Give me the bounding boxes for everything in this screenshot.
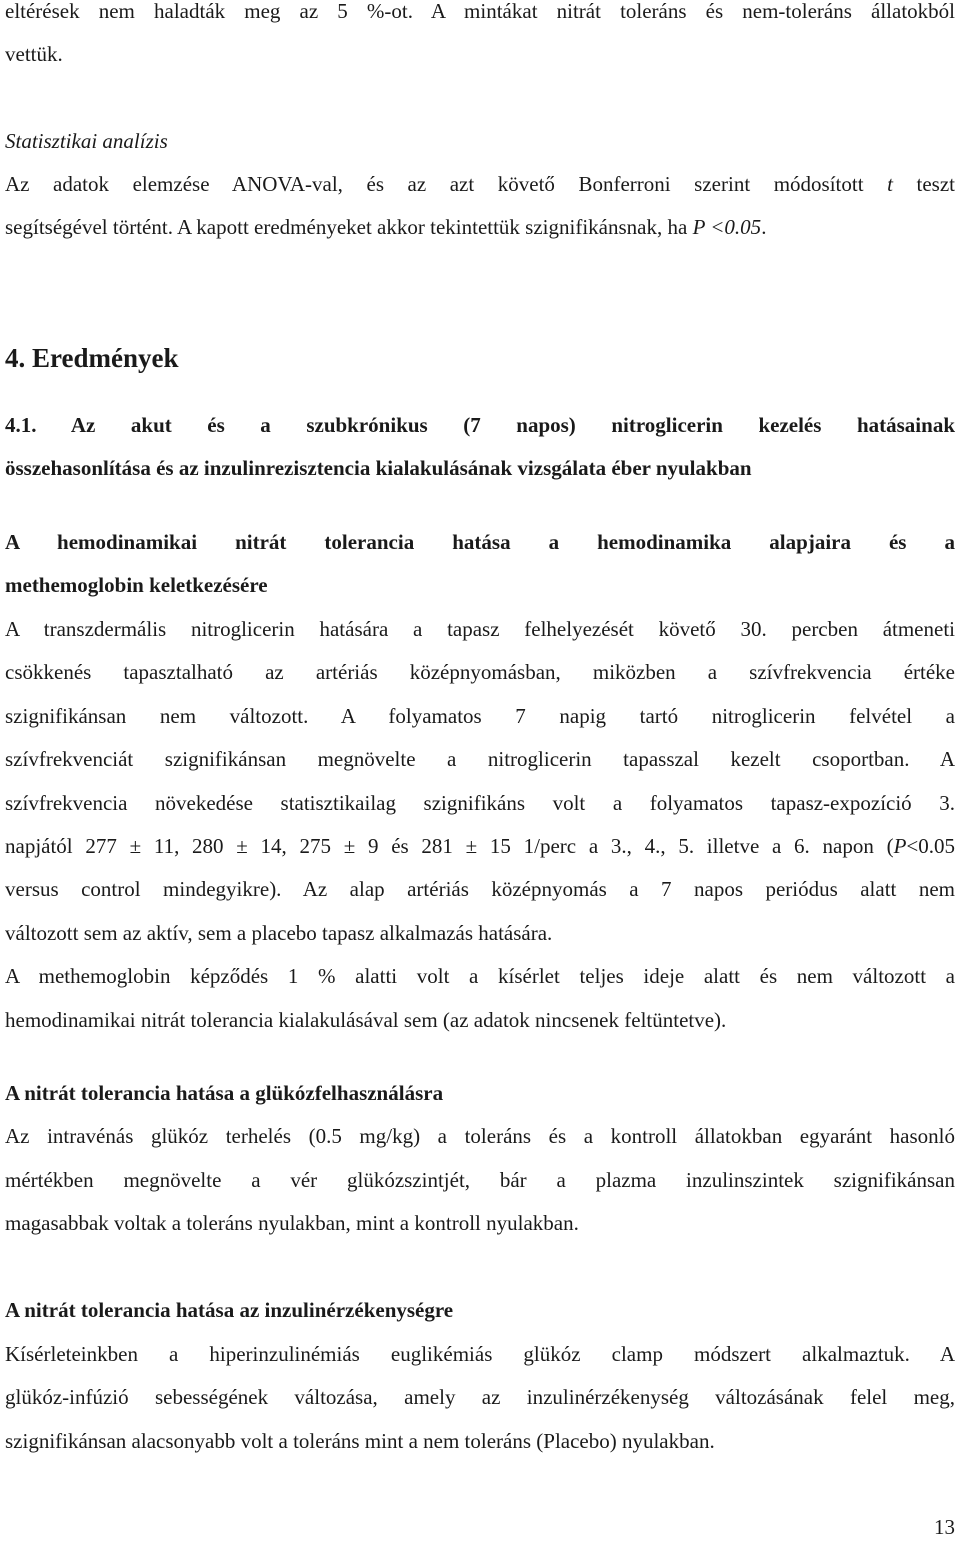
insulin-heading: A nitrát tolerancia hatása az inzulinérzékenységre [5, 1298, 454, 1322]
section-4-1-line-2: összehasonlítása és az inzulinrezisztencia kialakulásának vizsgálata éber nyulakban [5, 456, 752, 480]
insulin-line-3: szignifikánsan alacsonyabb volt a toleráns mint a nem toleráns (Placebo) nyulakban. [5, 1429, 715, 1453]
hemo-para-line-8: változott sem az aktív, sem a placebo tapasz alkalmazás hatására. [5, 921, 553, 945]
stats-heading: Statisztikai analízis [5, 129, 168, 153]
insulin-line-2: glükóz-infúzió sebességének változása, amely az inzulinérzékenység változásának felel meg, [5, 1385, 955, 1409]
stats-line-1-b: teszt [892, 172, 956, 196]
glucose-line-2: mértékben megnövelte a vér glükózszintjét, bár a plazma inzulinszintek szignifikánsan [5, 1168, 955, 1192]
stats-line-2-b: . [761, 215, 767, 239]
stats-t: t [887, 172, 893, 196]
hemo-p-symbol: P [893, 834, 907, 858]
hemo-para-line-2: csökkenés tapasztalható az artériás középnyomásban, miközben a szívfrekvencia értéke [5, 660, 955, 684]
hemo-para-line-6 [5, 832, 955, 860]
stats-p-value: P <0.05 [692, 215, 762, 239]
hemo-para-line-10: hemodinamikai nitrát tolerancia kialakulásával sem (az adatok nincsenek feltüntetve). [5, 1008, 727, 1032]
stats-line-2-a: segítségével történt. A kapott eredményeket akkor tekintettük szignifikánsnak, ha [5, 215, 693, 239]
hemo-para-line-3: szignifikánsan nem változott. A folyamatos 7 napig tartó nitroglicerin felvétel a [5, 704, 955, 728]
glucose-line-1: Az intravénás glükóz terhelés (0.5 mg/kg) a toleráns és a kontroll állatokban egyaránt hasonló [5, 1124, 955, 1148]
intro-line-2: vettük. [5, 42, 63, 66]
glucose-heading: A nitrát tolerancia hatása a glükózfelhasználásra [5, 1081, 444, 1105]
section-4-1-line-1: 4.1. Az akut és a szubkrónikus (7 napos) nitroglicerin kezelés hatásainak [5, 413, 955, 437]
stats-line-2 [5, 213, 955, 241]
hemo-p-threshold: <0.05 [906, 834, 955, 858]
hemo-para-line-9: A methemoglobin képződés 1 % alatti volt a kísérlet teljes ideje alatt és nem változott a [5, 964, 955, 988]
hemo-para-line-1: A transzdermális nitroglicerin hatására a tapasz felhelyezését követő 30. percben átmeneti [5, 617, 955, 641]
hemo-heading-line-1: A hemodinamikai nitrát tolerancia hatása a hemodinamika alapjaira és a [5, 530, 955, 554]
stats-line-1-a: Az adatok elemzése ANOVA-val, és az azt követő Bonferroni szerint módosított [5, 172, 888, 196]
results-heading: 4. Eredmények [5, 343, 179, 373]
hemo-para-line-5: szívfrekvencia növekedése statisztikailag szignifikáns volt a folyamatos tapasz-expozíció 3. [5, 791, 955, 815]
hemo-para-line-7: versus control mindegyikre). Az alap artériás középnyomás a 7 napos periódus alatt nem [5, 877, 955, 901]
hemo-heading-line-2: methemoglobin keletkezésére [5, 573, 268, 597]
hemo-para-line-4: szívfrekvenciát szignifikánsan megnövelte a nitroglicerin tapasszal kezelt csoportban. A [5, 747, 955, 771]
hemo-para-line-6-text: napjától 277 ± 11, 280 ± 14, 275 ± 9 és 281 ± 15 1/perc a 3., 4., 5. illetve a 6. napon ( [5, 834, 894, 858]
glucose-line-3: magasabbak voltak a toleráns nyulakban, mint a kontroll nyulakban. [5, 1211, 579, 1235]
insulin-line-1: Kísérleteinkben a hiperinzulinémiás euglikémiás glükóz clamp módszert alkalmaztuk. A [5, 1342, 955, 1366]
stats-line-1 [5, 170, 955, 198]
intro-line-1: eltérések nem haladták meg az 5 %-ot. A mintákat nitrát toleráns és nem-toleráns állatokból [5, 0, 955, 23]
page-number: 13 [934, 1515, 955, 1539]
